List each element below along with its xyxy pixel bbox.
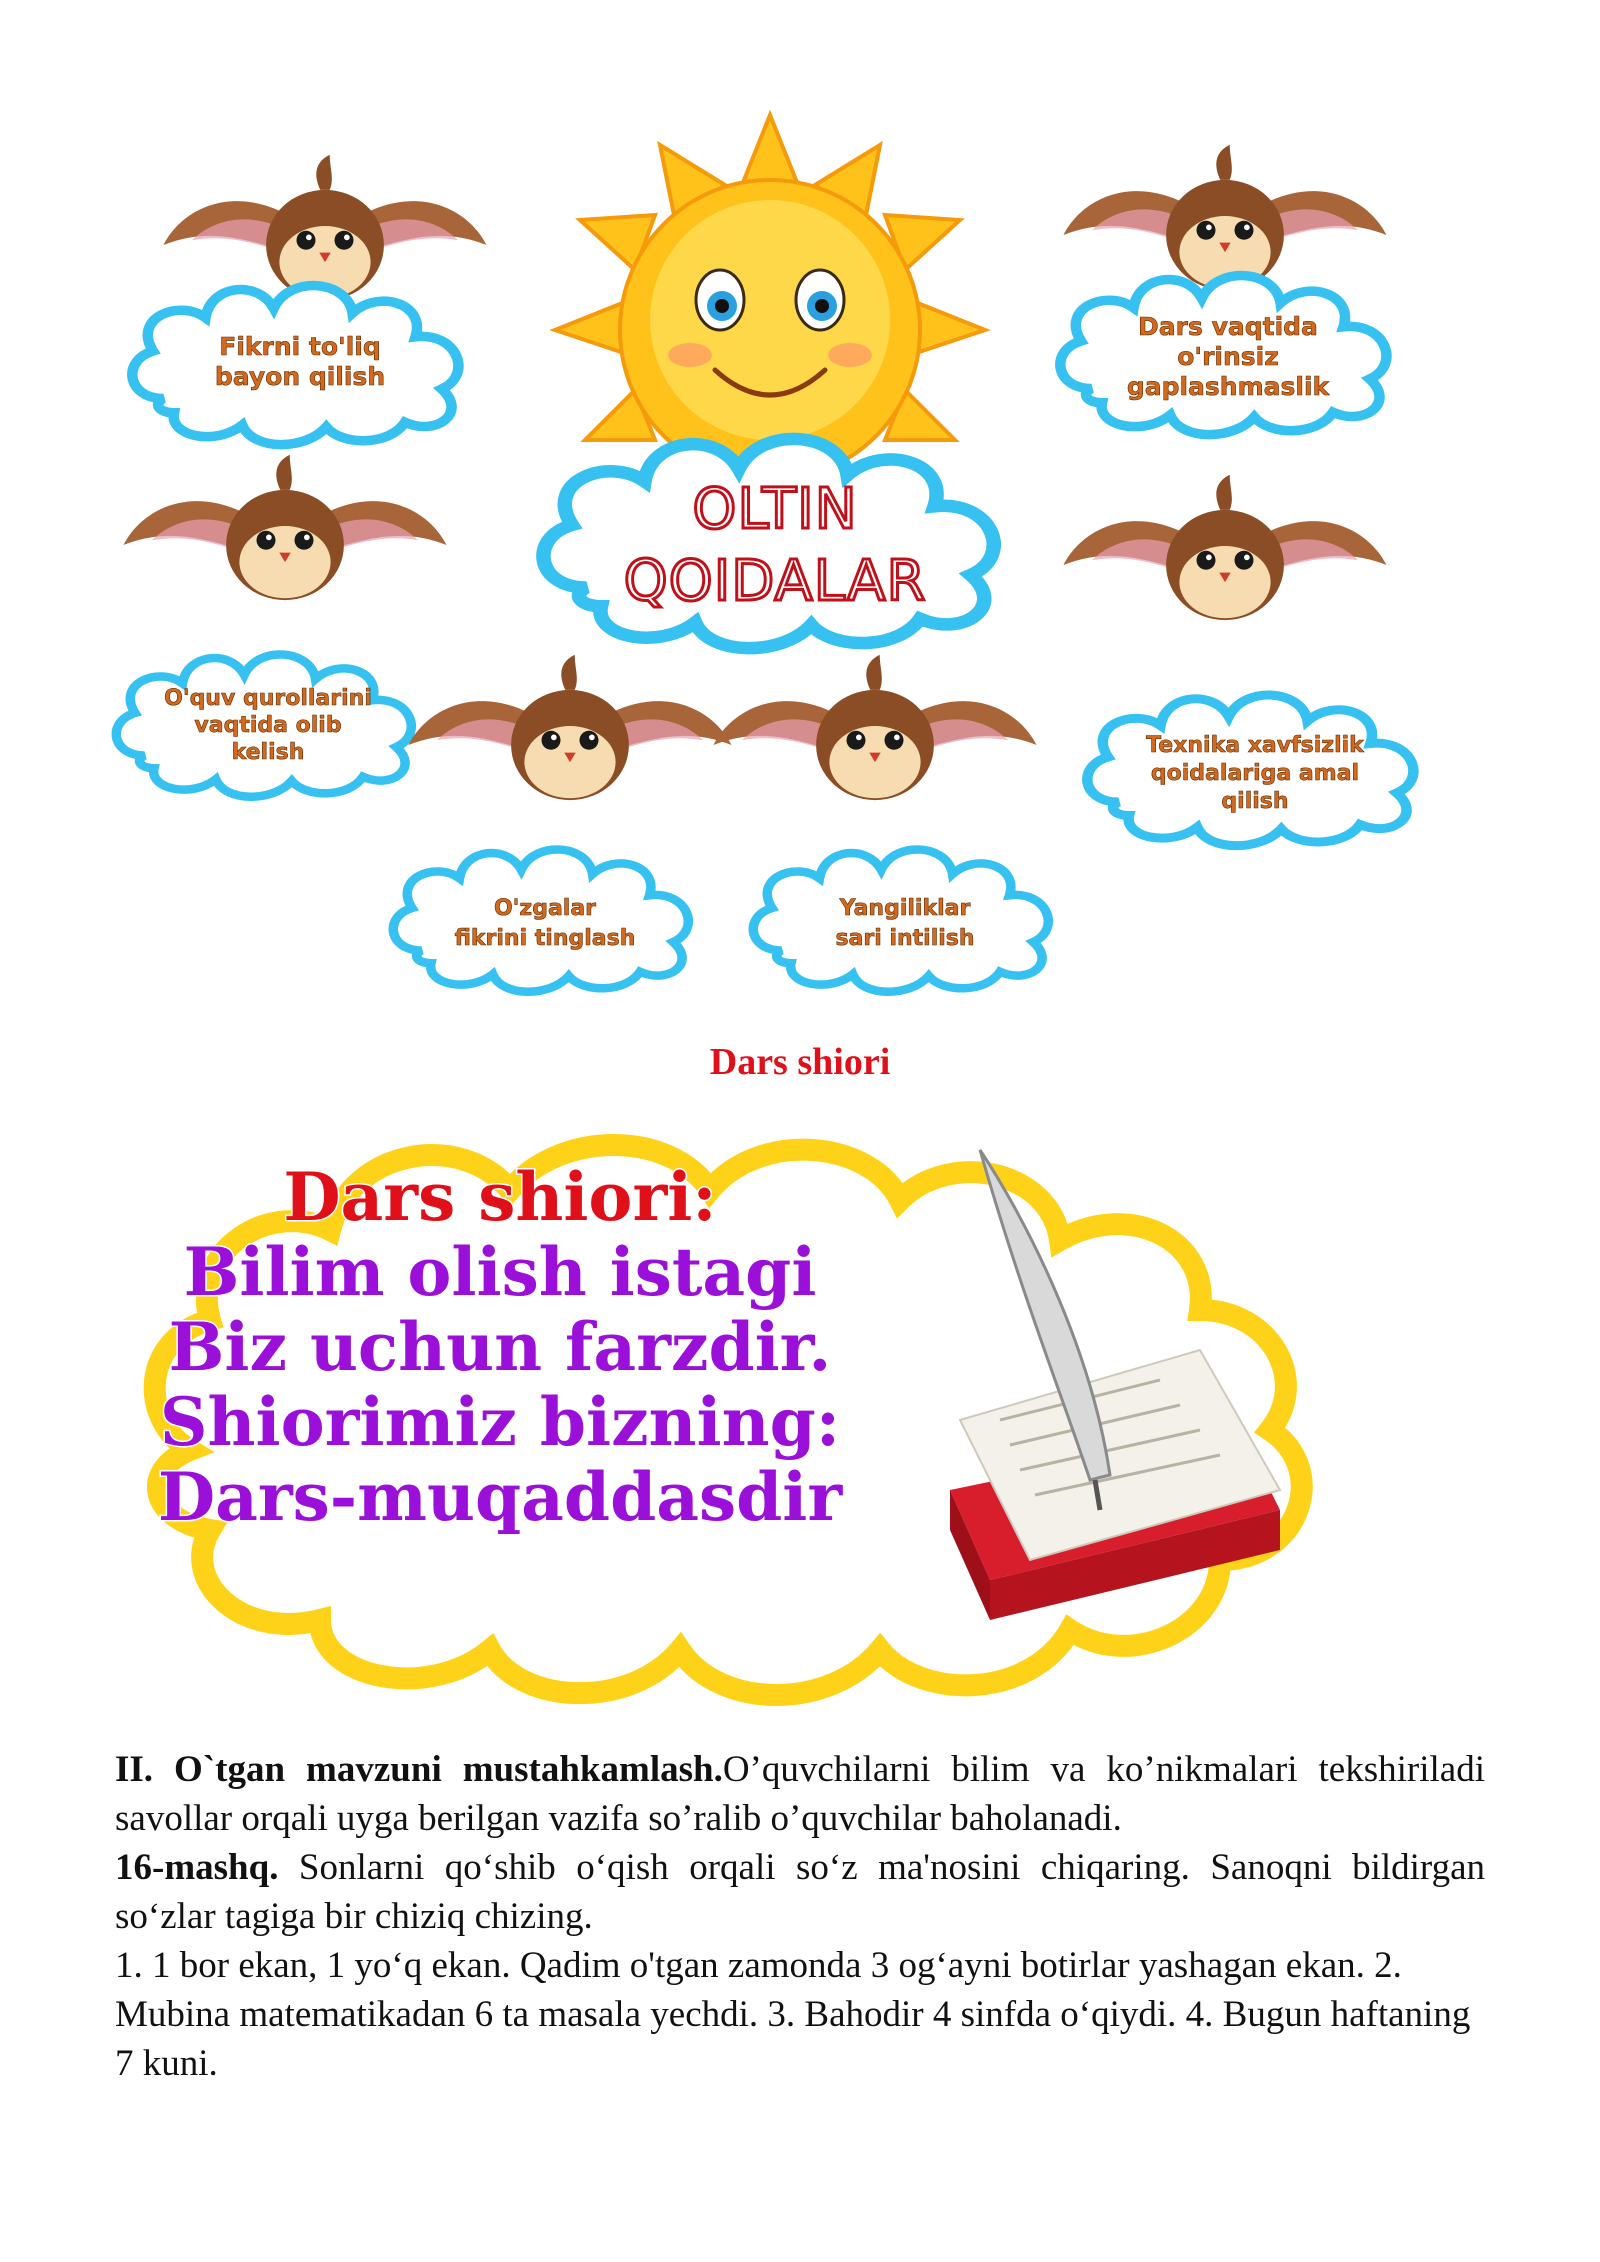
- rule-4-line-2: qoidalariga amal: [1150, 761, 1360, 786]
- motto-banner: [100, 1090, 1500, 1730]
- rule-1-line-1: Fikrni to'liq: [219, 332, 381, 361]
- center-title-line-2: QOIDALAR: [623, 549, 927, 614]
- rule-card-6: [714, 655, 1049, 992]
- rule-4-line-3: qilish: [1221, 789, 1289, 814]
- rule-4-line-1: Texnika xavfsizlik: [1146, 733, 1364, 758]
- section-heading: II. O`tgan mavzuni mustahkamlash.: [115, 1749, 723, 1790]
- rule-2-line-3: gaplashmaslik: [1126, 372, 1330, 401]
- rule-card-3: [116, 455, 446, 797]
- section-text: O’quvchilarni bilim va ko’nikmalari tekshiriladi savollar orqali uyga berilgan vazifa so’ralib o’quvchilar baholanadi.: [115, 1749, 1485, 1839]
- rule-5-line-2: fikrini tinglash: [454, 926, 636, 951]
- rule-2-line-1: Dars vaqtida: [1138, 312, 1318, 341]
- lesson-body: [115, 1745, 1485, 2088]
- golden-rules-poster: [0, 0, 1600, 1040]
- rule-3-line-2: vaqtida olib: [194, 713, 342, 738]
- rule-1-line-2: bayon qilish: [214, 362, 386, 391]
- motto-heading: Dars shiori:: [283, 1158, 717, 1236]
- exercise-label: 16-mashq.: [115, 1847, 279, 1888]
- motto-line-3: Shiorimiz bizning:: [159, 1383, 841, 1461]
- center-title-line-1: OLTIN: [692, 477, 858, 542]
- rule-card-1: [132, 155, 486, 445]
- rule-2-line-2: o'rinsiz: [1177, 342, 1279, 371]
- center-title-cloud: [543, 439, 993, 648]
- rule-5-line-1: O'zgalar: [493, 896, 597, 921]
- sun-illustration: [555, 115, 985, 480]
- rule-card-4: [1064, 475, 1414, 846]
- rule-6-line-1: Yangiliklar: [839, 896, 971, 921]
- rule-3-line-3: kelish: [231, 740, 305, 765]
- exercise-instruction: Sonlarni qo‘shib o‘qish orqali so‘z ma'nosini chiqaring. Sanoqni bildirgan so‘zlar tagiga bir chiziq chizing.: [115, 1847, 1485, 1937]
- motto-line-4: Dars-muqaddasdir: [157, 1458, 843, 1536]
- exercise-items: 1. 1 bor ekan, 1 yo‘q ekan. Qadim o'tgan zamonda 3 og‘ayni botirlar yashagan ekan. 2. Mubina matematikadan 6 ta masala yechdi. 3. Bahodir 4 sinfda o‘qiydi. 4. Bugun haftaning 7 kuni.: [115, 1945, 1471, 2084]
- motto-line-2: Biz uchun farzdir.: [168, 1308, 832, 1386]
- rule-3-line-1: O'quv qurollarini: [164, 686, 372, 711]
- section-caption: Dars shiori: [709, 1041, 891, 1083]
- section-paragraph: [115, 1745, 1485, 1843]
- exercise-paragraph: [115, 1843, 1485, 1941]
- rule-6-line-2: sari intilish: [835, 926, 975, 951]
- rule-card-2: [1060, 145, 1386, 435]
- rule-card-5: [393, 655, 731, 992]
- motto-line-1: Bilim olish istagi: [183, 1233, 817, 1311]
